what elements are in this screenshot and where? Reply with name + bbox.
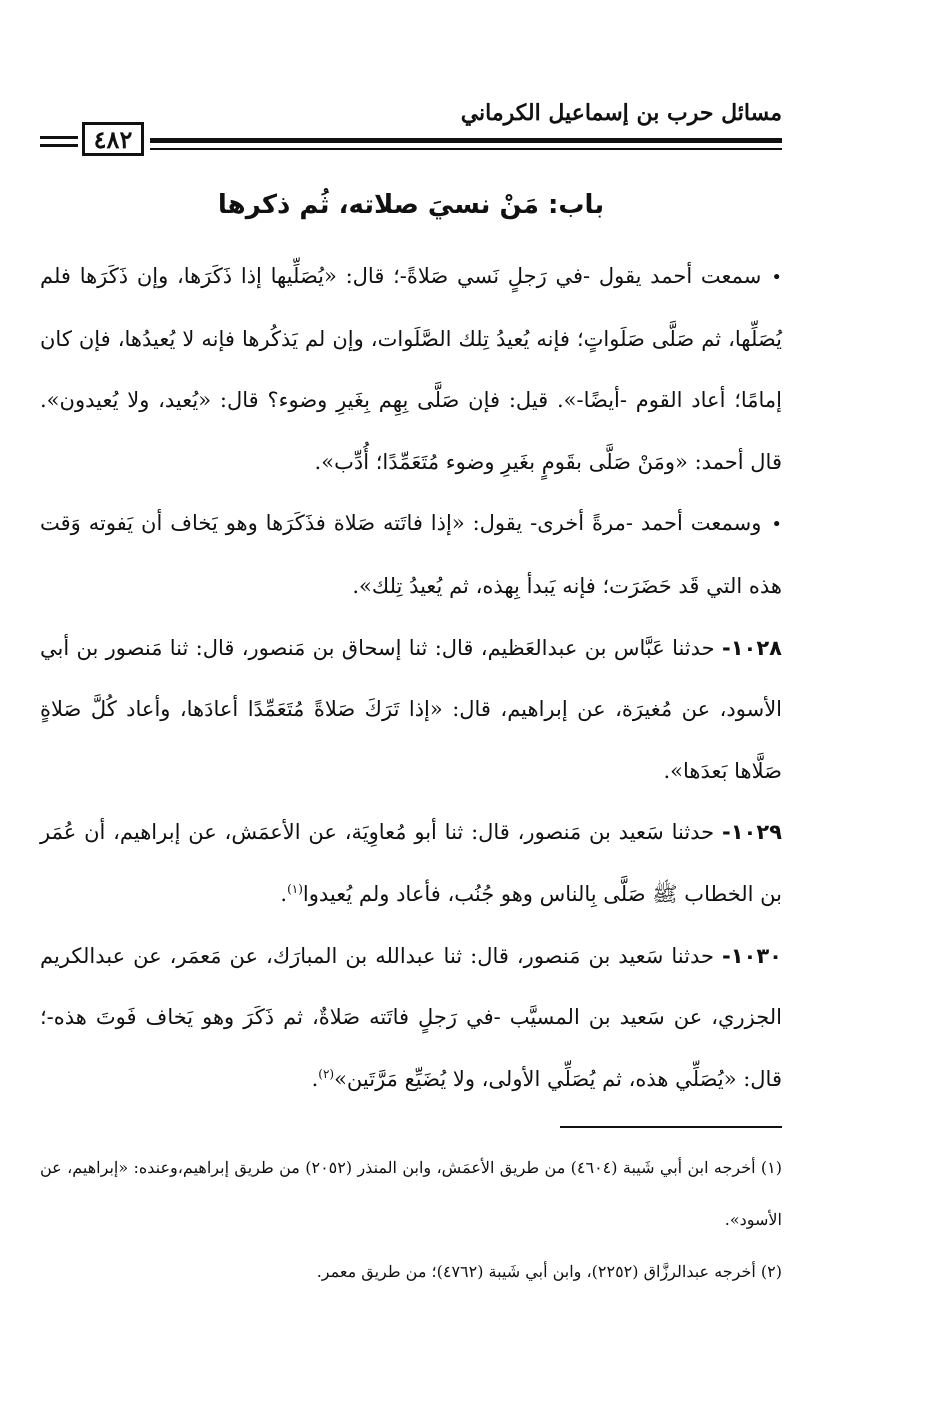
footnote-ref[interactable]: (١) xyxy=(287,881,303,896)
paragraph-text: حدثنا سَعيد بن مَنصور، قال: ثنا عبدالله بن المبارَك، عن مَعمَر، عن عبدالكريم الجزري، عن سَعيد بن المسيَّب -في رَجلٍ فاتَته صَلاةٌ، ثم ذَكَرَ وهو يَخاف فَوتَ هذه-؛ قال: «يُصَلِّي هذه، ثم يُصَلِّي الأولى، ولا يُضَيِّع مَرَّتَين» xyxy=(40,943,782,1091)
hadith-number: ١٠٣٠- xyxy=(722,943,782,968)
chapter-heading: باب: مَنْ نسيَ صلاته، ثُم ذكرها xyxy=(217,190,605,220)
header-rule-thin xyxy=(150,148,782,150)
paragraph xyxy=(40,618,782,803)
paragraph-text: حدثنا عَبَّاس بن عبدالعَظيم، قال: ثنا إسحاق بن مَنصور، قال: ثنا مَنصور بن أبي الأسود، عن مُغيرَة، عن إبراهيم، قال: «إذا تَرَكَ صَلاةً مُتَعَمِّدًا أعادَها، وأعاد كُلَّ صَلاةٍ صَلَّاها بَعدَها». xyxy=(40,635,782,783)
header-rule-left-top xyxy=(40,136,78,139)
paragraph: ١٠٣٠- حدثنا سَعيد بن مَنصور، قال: ثنا عبدالله بن المبارَك، عن مَعمَر، عن عبدالكريم الجزري، عن سَعيد بن المسيَّب -في رَجلٍ فاتَته صَلاةٌ، ثم ذَكَرَ وهو يَخاف فَوتَ هذه-؛ قال: «يُصَلِّي هذه، ثم يُصَلِّي الأولى، ولا يُضَيِّع مَرَّتَين»$^{(٢)}$. xyxy=(40,943,782,1091)
hadith-number: ١٠٢٨- xyxy=(721,635,782,660)
footnote-ref[interactable]: (٢) xyxy=(318,1066,335,1081)
book-title: مسائل حرب بن إسماعيل الكرماني xyxy=(460,100,782,126)
page-number: ٤٨٢ xyxy=(82,122,144,156)
footnote-separator xyxy=(560,1126,782,1128)
page-header xyxy=(40,100,782,160)
bullet-icon: • xyxy=(771,267,782,288)
bullet-icon: • xyxy=(771,514,782,536)
paragraph: ١٠٢٩- حدثنا سَعيد بن مَنصور، قال: ثنا أبو مُعاوِيَة، عن الأعمَش، عن إبراهيم، أن عُمَر بن الخطاب ﷺ صَلَّى بِالناس وهو جُنُب، فأعاد ولم يُعيدوا$^{(١)}$. xyxy=(40,820,782,906)
header-rule-thick xyxy=(150,138,782,143)
footnote: (٢) أخرجه عبدالرزَّاق (٢٢٥٢)، وابن أبي شَيبة (٤٧٦٢)؛ من طريق معمر. xyxy=(316,1262,782,1281)
paragraph-text: سمعت أحمد يقول -في رَجلٍ نَسي صَلاةً-؛ قال: «يُصَلِّيها إذا ذَكَرَها، وإن ذَكَرَها فلم يُصَلِّها، ثم صَلَّى صَلَواتٍ؛ فإنه يُعيدُ تِلك الصَّلَوات، وإن لم يَذكُرها فإنه لا يُعيدُها، فإن كان إمامًا؛ أعاد القوم -أيضًا-». قيل: فإن صَلَّى بِهِم بِغَيرِ وضوء؟ قال: «يُعيد، ولا يُعيدون». قال أحمد: «ومَنْ صَلَّى بقَومٍ بغَيرِ وضوء مُتَعَمِّدًا؛ أُدِّب». xyxy=(40,264,782,474)
footnote: (١) أخرجه ابن أبي شَيبة (٤٦٠٤) من طريق الأعمَش، وابن المنذر (٢٠٥٢) من طريق إبراهيم،وعنده: «إبراهيم، عن الأسود». xyxy=(40,1158,783,1229)
paragraph xyxy=(40,246,782,493)
body-text xyxy=(40,246,782,1110)
header-rule-left-bottom xyxy=(40,144,78,147)
paragraph-text: حدثنا سَعيد بن مَنصور، قال: ثنا أبو مُعاوِيَة، عن الأعمَش، عن إبراهيم، أن عُمَر بن الخطاب ﷺ صَلَّى بِالناس وهو جُنُب، فأعاد ولم يُعيدوا xyxy=(40,820,782,906)
paragraph xyxy=(40,493,782,617)
footnotes xyxy=(40,1142,782,1298)
paragraph-text: وسمعت أحمد -مرةً أخرى- يقول: «إذا فاتَته صَلاة فذَكَرَها وهو يَخاف أن يَفوته وَقت هذه التي قَد حَضَرَت؛ فإنه يَبدأ بِهذه، ثم يُعيدُ تِلك». xyxy=(40,511,782,598)
hadith-number: ١٠٢٩- xyxy=(722,820,782,845)
